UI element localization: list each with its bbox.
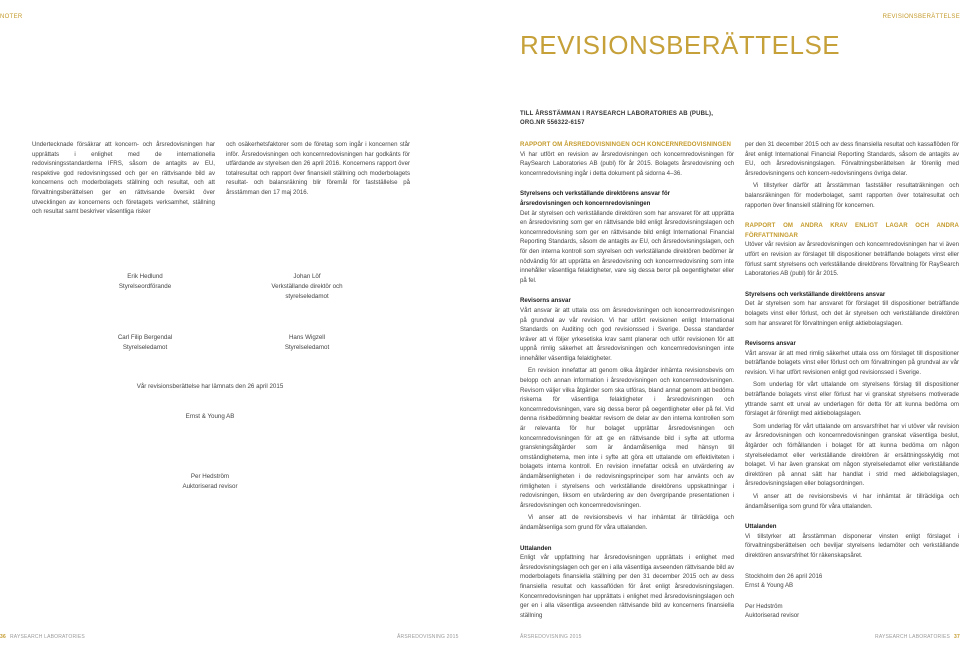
paragraph: Enligt vår uppfattning har årsredovisningen upprättats i enlighet med årsredovisningslagen och ger en i alla väsentliga avseenden rättvisande bild av moderbolagets finansiella ställning per den 31 december 2015 och av dess finansiella resultat och kassaflöden för året enligt årsredovisningslagen. Koncernredovisningen har upprättats i enlighet med årsredovisningslagen och ger en i alla väsentliga avseenden rättvisande bild av koncernens finansiella ställning: [520, 554, 734, 619]
paragraph: Vi tillstyrker att årsstämman disponerar vinsten enligt förslaget i förvaltningsberättelsen och beviljar styrelsens ledamöter och verkställande direktören ansvarsfrihet för räkenskapsåret.: [745, 532, 959, 559]
paragraph: Utöver vår revision av årsredovisningen och koncernredovisningen har vi även utfört en revision av förslaget till dispositioner beträffande bolagets vinst eller förlust samt styrelsens och verkställande direktörens förvaltning för RaySearch Laboratories AB (publ) för år 2015.: [745, 241, 959, 278]
subheading-board-responsibility-cont: årsredovisningen och koncernredovisningen: [520, 199, 651, 207]
subheading-board-responsibility: Styrelsens och verkställande direktörens ansvar för: [520, 190, 671, 198]
addressee: [520, 110, 713, 127]
subheading-board-responsibility: Styrelsens och verkställande direktörens ansvar: [745, 290, 886, 298]
audit-firm: Ernst & Young AB: [185, 413, 235, 420]
paragraph: Det är styrelsen och verkställande direktören som har ansvaret för att upprätta en årsredovisning som ger en rättvisande bild enligt årsredovisningslagen och koncernredovisning som ger en rättvisande bild enligt International Financial Reporting Standards, såsom de antagits av EU, och årsredovisningslagen, och för den interna kontroll som styrelsen och verkställande direktören bedömer är nödvändig för att upprätta en årsredovisning och koncernredovisning som inte innehåller väsentliga felaktigheter, vare sig dessa beror på oegentligheter eller på fel.: [520, 209, 734, 284]
signatory-role: Styrelseordförande: [118, 283, 172, 290]
paragraph: Som underlag för vårt uttalande om styrelsens förslag till dispositioner beträffande bolagets vinst eller förlust har vi granskat styrelsens motiverade yttrande samt ett urval av underlagen för detta för att kunna bedöma om förslaget är förenligt med aktiebolagslagen.: [745, 381, 959, 418]
paragraph: Vårt ansvar är att uttala oss om årsredovisningen och koncernredovisningen på grundval av vår revision. Vi har utfört revisionen enligt International Standards on Auditing och god revisionssed i Sverige. Dessa standarder kräver att vi följer yrkesetiska krav samt planerar och utför revisionen för att uppnå rimlig säkerhet att årsredovisningen och koncernredovisningen inte innehåller väsentliga felaktigheter.: [520, 306, 734, 362]
auditor-signature: [110, 472, 310, 492]
right-column-2: [745, 140, 959, 624]
addressee-line-1: TILL ÅRSSTÄMMAN I RAYSEARCH LABORATORIES AB (PUBL),: [520, 111, 714, 117]
signatory-name: Carl Filip Bergendal: [117, 334, 173, 341]
paragraph: Vi tillstyrker därför att årsstämman fastställer resultaträkningen och balansräkningen för moderbolaget, samt rapporten över totalresultat och rapporten över finansiell ställning för koncernen.: [745, 182, 959, 209]
place-and-date: Stockholm den 26 april 2016: [745, 572, 823, 580]
page-number-right: 37: [954, 634, 960, 640]
subheading-opinions: Uttalanden: [520, 544, 552, 552]
paragraph: Vi anser att de revisionsbevis vi har inhämtat är tillräckliga och ändamålsenliga som grund för våra uttalanden.: [520, 514, 734, 531]
signatory-role: Styrelseledamot: [122, 344, 168, 351]
subheading-opinions: Uttalanden: [745, 523, 777, 531]
auditor-role: Auktoriserad revisor: [745, 612, 800, 620]
subheading-auditor-responsibility: Revisorns ansvar: [520, 297, 571, 305]
assurance-text: Undertecknade försäkrar att koncern- och årsredovisningen har upprättats i enlighet med de internationella redovisningsstandarderna IFRS, såsom de antagits av EU, respektive god redovisningssed och ger en rättvisande bild av koncernens och moderbolagets ställning och resultat, och att förvaltningsberättelsen ger en rättvisande översikt över utvecklingen av koncernens och företagets verksamhet, ställning och resultat samt beskriver väsentliga risker: [32, 141, 215, 216]
signature-johan-lof: [237, 272, 377, 302]
signatory-role: Styrelseledamot: [284, 344, 330, 351]
page-title: REVISIONSBERÄTTELSE: [520, 30, 841, 60]
signature-carl-filip-bergendal: [75, 333, 215, 353]
footer-report-right: ÅRSREDOVISNING 2015: [520, 634, 582, 640]
signatory-name: Johan Löf: [293, 273, 321, 280]
footer-company-right: RAYSEARCH LABORATORIES: [875, 634, 951, 640]
paragraph: Vårt ansvar är att med rimlig säkerhet uttala oss om förslaget till dispositioner beträffande bolagets vinst eller förlust och om förvaltningen på grundval av vår revision. Vi har utfört revisionen enligt god revisionssed i Sverige.: [745, 349, 959, 376]
left-column-1: [32, 140, 215, 220]
footer-report-left: ÅRSREDOVISNING 2015: [397, 634, 459, 640]
section-heading-other-requirements: RAPPORT OM ANDRA KRAV ENLIGT LAGAR OCH ANDRA FÖRFATTNINGAR: [745, 222, 959, 239]
audit-report-date-note: Vår revisionsberättelse har lämnats den 26 april 2015: [136, 383, 284, 390]
auditor-name: Per Hedström: [745, 602, 783, 610]
signatory-name: Erik Hedlund: [127, 273, 163, 280]
header-section-right: REVISIONSBERÄTTELSE: [882, 14, 960, 20]
paragraph: En revision innefattar att genom olika åtgärder inhämta revisionsbevis om belopp och annan information i årsredovisningen och koncernredovisningen. Revisorn väljer vilka åtgärder som ska utföras, bland annat genom att bedöma riskerna för väsentliga felaktigheter i årsredovisningen och koncernredovisningen, vare sig dessa beror på oegentligheter eller på fel. Vid denna riskbedömning beaktar revisorn de delar av den interna kontrollen som är relevanta för hur bolaget upprättar årsredovisningen och koncernredovisningen för att ge en rättvisande bild i syfte att utforma granskningsåtgärder som är ändamålsenliga med hänsyn till omständigheterna, men inte i syfte att göra ett uttalande om effektiviteten i bolagets interna kontroll. En revision innefattar också en utvärdering av ändamålsenligheten i de redovisningsprinciper som har använts och av rimligheten i styrelsens och verkställande direktörens uppskattningar i redovisningen, liksom en utvärdering av den övergripande presentationen i årsredovisningen och koncernredovisningen.: [520, 367, 734, 509]
paragraph: Vi har utfört en revision av årsredovisningen och koncernredovisningen för RaySearch Laboratories AB (publ) för år 2015. Bolagets årsredovisning och koncernredovisning ingår i detta dokument på sidorna 4–36.: [520, 150, 734, 177]
paragraph: Det är styrelsen som har ansvaret för förslaget till dispositioner beträffande bolagets vinst eller förlust, och det är styrelsen och verkställande direktören som har ansvaret för förvaltningen enligt aktiebolagslagen.: [745, 300, 959, 327]
audit-firm: Ernst & Young AB: [745, 582, 794, 590]
paragraph: Som underlag för vårt uttalande om ansvarsfrihet har vi utöver vår revision av årsredovisningen och koncernredovisningen granskat väsentliga beslut, åtgärder och förhållanden i bolaget för att kunna bedöma om någon styrelseledamot eller verkställande direktören är ersättningsskyldig mot bolaget. Vi har även granskat om någon styrelseledamot eller verkställande direktören på annat sätt har handlat i strid med aktiebolagslagen, årsredovisningslagen eller bolagsordningen.: [745, 422, 959, 488]
paragraph: Vi anser att de revisionsbevis vi har inhämtat är tillräckliga och ändamålsenliga som grund för våra uttalanden.: [745, 493, 959, 510]
header-section-left: NOTER: [0, 14, 23, 20]
subheading-auditor-responsibility: Revisorns ansvar: [745, 340, 796, 348]
addressee-line-2: ORG.NR 556322-6157: [520, 119, 585, 126]
section-heading-annual-report: RAPPORT OM ÅRSREDOVISNINGEN OCH KONCERNREDOVISNINGEN: [520, 141, 732, 148]
footer-left: [0, 634, 85, 640]
paragraph: per den 31 december 2015 och av dess finansiella resultat och kassaflöden för året enligt International Financial Reporting Standards, såsom de antagits av EU, och årsredovisningslagen. Förvaltningsberättelsen är förenlig med årsredovisningens och koncern-redovisningens övriga delar.: [745, 141, 959, 177]
auditor-role: Auktoriserad revisor: [182, 483, 238, 490]
signature-erik-hedlund: [75, 272, 215, 292]
footer-company-left: RAYSEARCH LABORATORIES: [9, 634, 85, 640]
signatory-role: Verkställande direktör och: [271, 283, 343, 290]
page-number-left: 36: [0, 634, 6, 640]
signatory-role: styrelseledamot: [285, 293, 329, 300]
right-column-1: [520, 140, 734, 623]
auditor-name: Per Hedström: [190, 473, 230, 480]
approval-text: och osäkerhetsfaktorer som de företag som ingår i koncernen står inför. Årsredovisningen och koncernredovisningen har godkänts för utfärdande av styrelsen den 26 april 2016. Koncernens rapport över totalresultat och rapport över finansiell ställning och moderbolagets resultat- och balansräkning blir föremål för fastställelse på årsstämman den 17 maj 2016.: [226, 141, 410, 196]
left-column-2: [226, 140, 410, 201]
footer-right: [875, 634, 960, 640]
signatory-name: Hans Wigzell: [288, 334, 326, 341]
signature-hans-wigzell: [237, 333, 377, 353]
